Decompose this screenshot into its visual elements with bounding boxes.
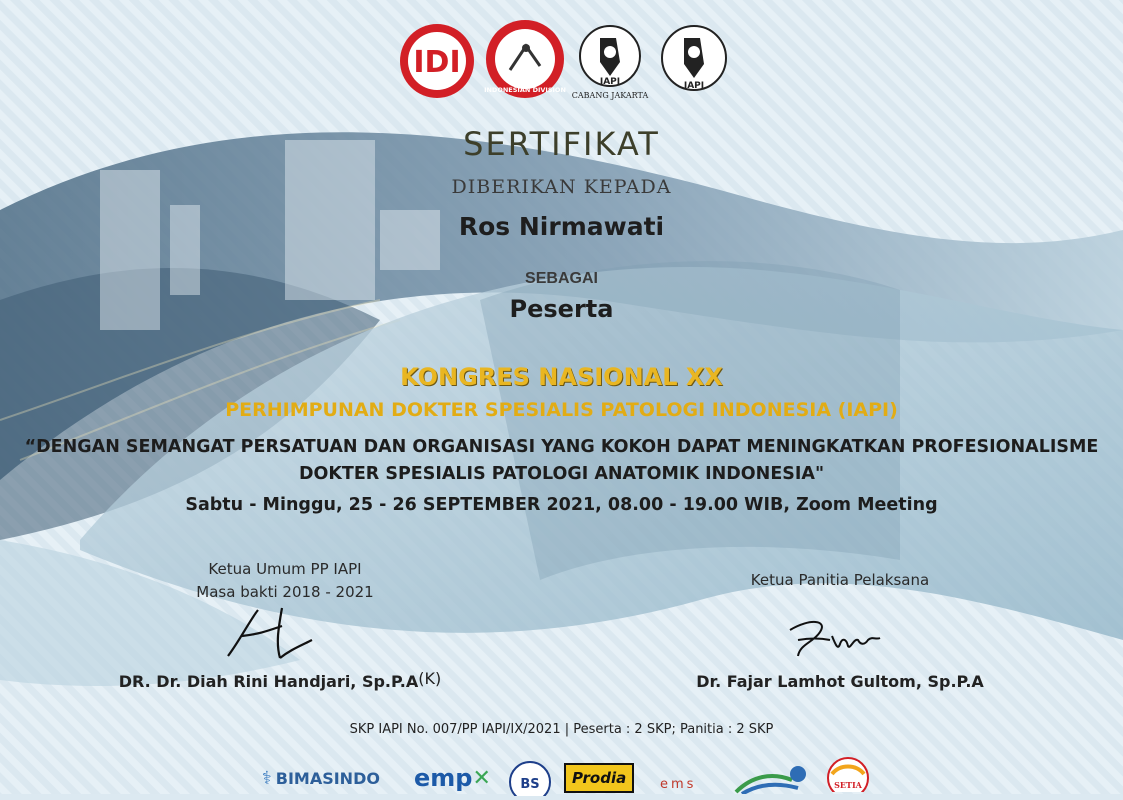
left-signature	[220, 600, 320, 666]
sponsor-ems	[660, 768, 696, 800]
sponsor-prodia-text: Prodia	[572, 769, 627, 787]
iapi-logo-text: IAPI	[683, 81, 705, 91]
iap-logo-text: INDONESIAN DIVISION	[484, 86, 566, 94]
bs-logo-text: BS	[520, 777, 540, 792]
setia-logo	[822, 756, 874, 792]
recipient-name: Ros Nirmawati	[458, 212, 665, 241]
idi-logo	[398, 22, 476, 100]
iapi-jakarta-logo	[570, 18, 650, 102]
right-signatory-title: Ketua Panitia Pelaksana	[750, 571, 930, 589]
emp-x-icon: ✕	[472, 765, 491, 791]
right-signature	[780, 610, 890, 666]
iapi-jakarta-logo-text: IAPI	[599, 77, 621, 87]
organization-name: PERHIMPUNAN DOKTER SPESIALIS PATOLOGI INDONESIA (IAPI)	[225, 399, 898, 421]
certificate-title: SERTIFIKAT	[463, 125, 660, 163]
idi-logo-text: IDI	[413, 45, 461, 80]
right-signatory-name: Dr. Fajar Lamhot Gultom, Sp.P.A	[696, 672, 984, 691]
left-signatory-name-text: DR. Dr. Diah Rini Handjari, Sp.P.A	[118, 672, 419, 691]
left-signatory-suffix: (K)	[418, 669, 442, 688]
sponsor-prodia	[564, 762, 634, 794]
iapi-logo	[658, 20, 730, 98]
sponsor-ems-text: ems	[660, 776, 697, 792]
left-signatory-name	[100, 669, 460, 691]
prodia-badge	[564, 763, 634, 793]
sponsor-bimasindo-text: BIMASINDO	[275, 768, 380, 788]
sponsor-emp-text: emp	[414, 764, 473, 792]
as-label: SEBAGAI	[525, 270, 598, 287]
sponsor-globe-logo	[732, 762, 812, 794]
sponsor-bs	[505, 762, 555, 794]
event-theme-line2: DOKTER SPESIALIS PATOLOGI ANATOMIK INDONESIA"	[298, 464, 825, 484]
left-signatory-title-line1: Ketua Umum PP IAPI	[208, 560, 362, 578]
left-signatory-title	[130, 558, 440, 604]
sponsor-bimasindo	[262, 762, 380, 794]
given-to-label: DIBERIKAN KEPADA	[451, 176, 672, 198]
recipient-role: Peserta	[509, 295, 614, 323]
left-signatory-title-line2: Masa bakti 2018 - 2021	[196, 583, 374, 601]
skp-info: SKP IAPI No. 007/PP IAPI/IX/2021 | Peserta : 2 SKP; Panitia : 2 SKP	[349, 722, 774, 737]
sponsor-emp	[414, 762, 491, 794]
iap-logo	[484, 18, 566, 100]
setia-logo-text: SETIA	[834, 780, 862, 790]
dna-icon: ⚕	[262, 767, 272, 789]
event-theme	[0, 434, 1123, 488]
bs-logo	[505, 760, 555, 796]
event-name: KONGRES NASIONAL XX	[400, 363, 723, 391]
sponsor-setia	[822, 758, 874, 790]
event-theme-line1: “DENGAN SEMANGAT PERSATUAN DAN ORGANISASI YANG KOKOH DAPAT MENINGKATKAN PROFESIONALISME	[24, 437, 1099, 457]
event-date: Sabtu - Minggu, 25 - 26 SEPTEMBER 2021, 08.00 - 19.00 WIB, Zoom Meeting	[185, 495, 938, 515]
iapi-jakarta-caption: CABANG JAKARTA	[571, 91, 649, 100]
